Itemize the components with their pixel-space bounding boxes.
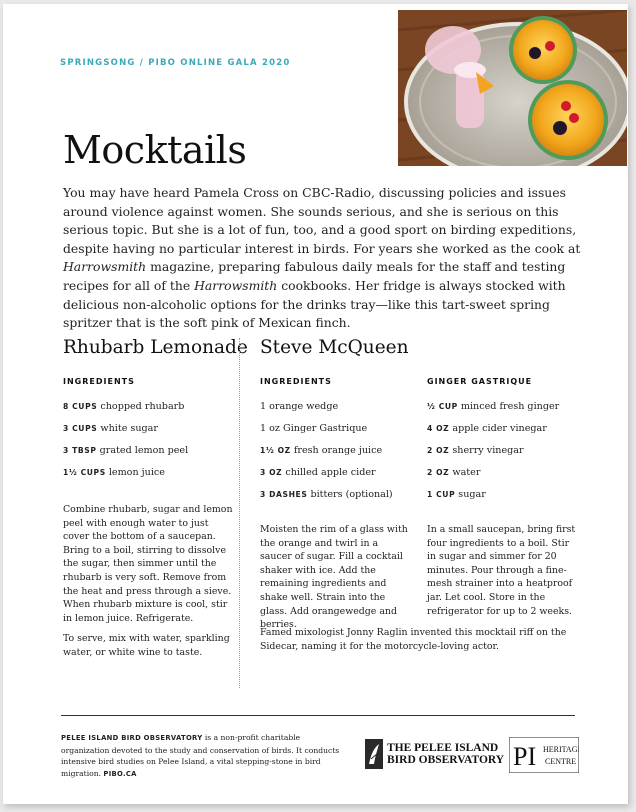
- footer-rule: [61, 715, 575, 716]
- ingredient-item: 2 OZ sherry vinegar: [427, 445, 524, 456]
- svg-text:PI: PI: [513, 742, 537, 771]
- intro-text-2: magazine, preparing fabulous daily meals for the staff and testing recipes for all of the: [63, 259, 566, 293]
- gastrique-label: GINGER GASTRIQUE: [427, 377, 533, 386]
- ingredient-item: 3 CUPS white sugar: [63, 423, 158, 434]
- ingredient-item: 1 CUP sugar: [427, 489, 486, 500]
- heritage-logo-icon: [509, 737, 579, 773]
- mcqueen-note: Famed mixologist Jonny Raglin invented this mocktail riff on the Sidecar, naming it for the motorcycle-loving actor.: [260, 627, 567, 652]
- rhubarb-serving: To serve, mix with water, sparkling water, or white wine to taste.: [63, 633, 230, 658]
- intro-text-3: cookbooks. Her fridge is always stocked with delicious non-alcoholic options for the drinks tray—like this tart-sweet spring spritzer that is the soft pink of Mexican finch.: [63, 277, 566, 331]
- ingredient-item: 1½ OZ fresh orange juice: [260, 445, 383, 456]
- rhubarb-method: Combine rhubarb, sugar and lemon peel with enough water to just cover the bottom of a saucepan. Bring to a boil, stirring to dissolve the sugar, then simmer until the rhubarb is very soft. Remove from the heat and press through a sieve. When rhubarb mixture is cool, stir in lemon juice. Refrigerate.: [63, 504, 233, 624]
- ingredient-item: 1 orange wedge: [260, 401, 339, 412]
- ingredient-item: 4 OZ apple cider vinegar: [427, 423, 547, 434]
- svg-text:CENTRE: CENTRE: [545, 757, 577, 766]
- svg-text:HERITAGE: HERITAGE: [543, 745, 579, 754]
- intro-cookbook-name: Harrowsmith: [194, 277, 278, 293]
- footer-url[interactable]: PIBO.CA: [103, 769, 137, 778]
- footer-org-name: PELEE ISLAND BIRD OBSERVATORY: [61, 734, 203, 742]
- intro-text-1: You may have heard Pamela Cross on CBC-Radio, discussing policies and issues around violence against women. She sounds serious, and she is serious on this serious topic. But she is a lot of fun, too, and a good sport on birding expeditions, despite having no particular interest in birds. For years she worked as the cook at: [63, 185, 581, 256]
- ingredient-item: ½ CUP minced fresh ginger: [427, 401, 560, 412]
- ingredient-item: 1½ CUPS lemon juice: [63, 467, 165, 478]
- page-title: Mocktails: [63, 128, 247, 172]
- rhubarb-title: Rhubarb Lemonade: [63, 337, 248, 358]
- mcqueen-title: Steve McQueen: [260, 337, 409, 358]
- gastrique-method: In a small saucepan, bring first four ingredients to a boil. Stir in sugar and simmer for 20 minutes. Pour through a fine-mesh strainer into a heatproof jar. Let cool. Store in the refrigerator for up to 2 weeks.: [427, 524, 576, 617]
- mcqueen-ingredients-label: INGREDIENTS: [260, 377, 332, 386]
- ingredient-item: 8 CUPS chopped rhubarb: [63, 401, 185, 412]
- intro-paragraph: [63, 184, 583, 333]
- footer-text: is a non-profit charitable organization devoted to the study and conservation of birds. It conducts intensive bird studies on Pelee Island, a vital stepping-stone in bird migration.: [61, 733, 340, 778]
- ingredient-item: 3 OZ chilled apple cider: [260, 467, 376, 478]
- column-divider: [239, 338, 240, 688]
- heritage-centre-logo: [509, 737, 579, 773]
- mcqueen-method: Moisten the rim of a glass with the orange and twirl in a saucer of sugar. Fill a cocktail shaker with ice. Add the remaining ingredients and shake well. Strain into the glass. Add orangewedge and berries.: [260, 524, 408, 631]
- kicker: SPRINGSONG / PIBO ONLINE GALA 2020: [60, 58, 291, 68]
- footer-blurb: [61, 732, 346, 780]
- pibo-logo: [365, 737, 505, 773]
- recipe-page: [3, 4, 628, 804]
- rhubarb-ingredients-label: INGREDIENTS: [63, 377, 135, 386]
- mocktail-photo: [398, 10, 627, 166]
- ingredient-item: 2 OZ water: [427, 467, 481, 478]
- ingredient-item: 1 oz Ginger Gastrique: [260, 423, 368, 434]
- mocktail-illustration: [398, 10, 627, 166]
- intro-magazine-name: Harrowsmith: [63, 259, 147, 275]
- ingredient-item: 3 DASHES bitters (optional): [260, 489, 393, 500]
- pibo-logo-text: THE PELEE ISLAND BIRD OBSERVATORY: [387, 742, 505, 766]
- ingredient-item: 3 TBSP grated lemon peel: [63, 445, 189, 456]
- bird-logo-icon: [365, 739, 383, 769]
